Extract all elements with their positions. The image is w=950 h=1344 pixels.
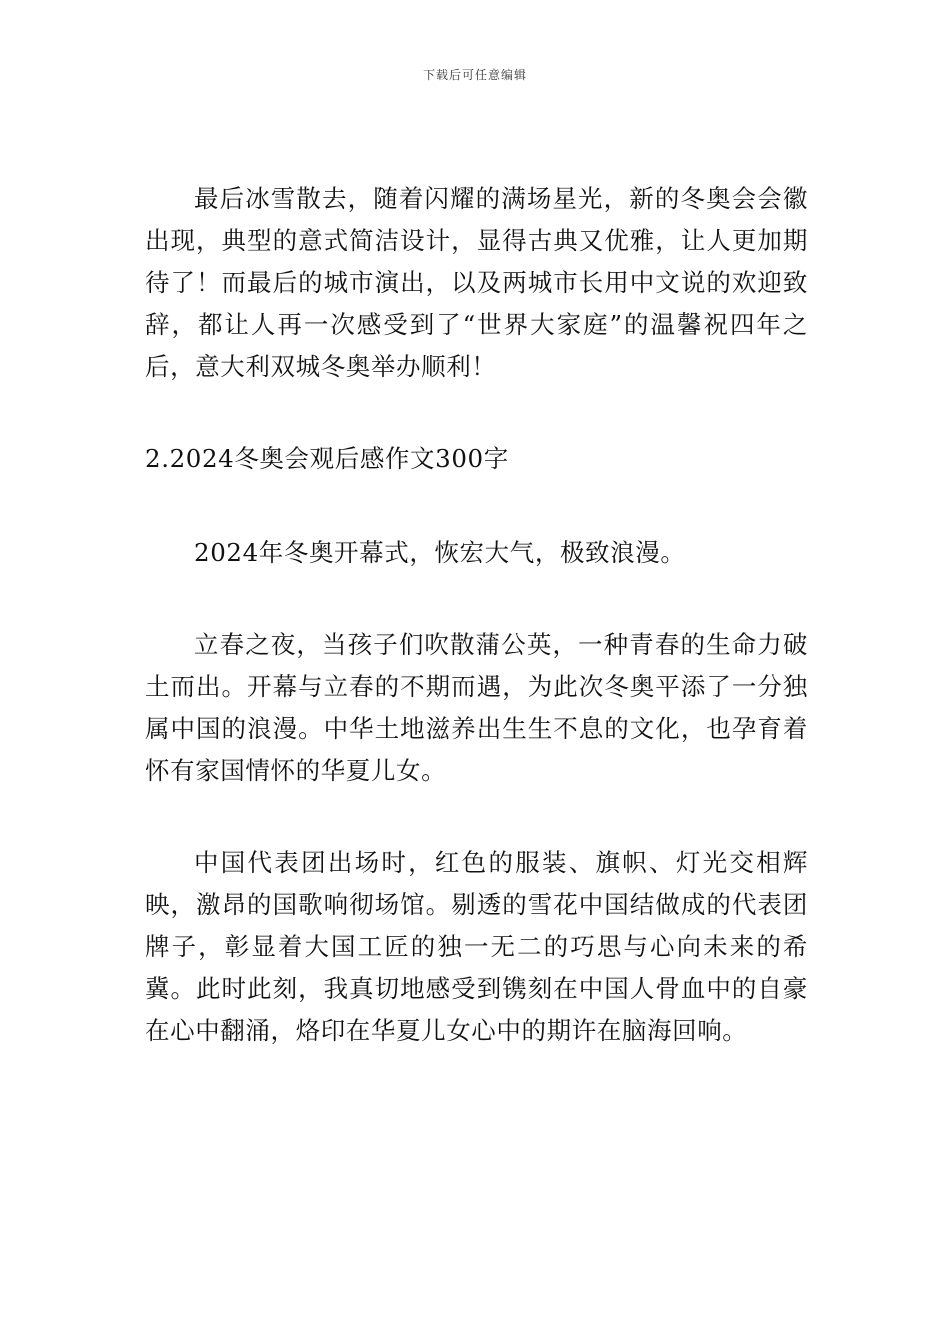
section-heading: 2.2024冬奥会观后感作文300字 — [145, 444, 509, 473]
spacer — [145, 480, 808, 532]
paragraph-chinese-delegation: 中国代表团出场时，红色的服装、旗帜、灯光交相辉映，激昂的国歌响彻场馆。剔透的雪花中国结做成的代表团牌子，彰显着大国工匠的独一无二的巧思与心向未来的希冀。此时此刻，我真切地感受到镌刻在中国人骨血中的自豪在心中翻涌，烙印在华夏儿女心中的期许在脑海回响。 — [145, 848, 808, 1045]
document-body — [145, 178, 808, 1052]
paragraph-spring-night: 立春之夜，当孩子们吹散蒲公英，一种青春的生命力破土而出。开幕与立春的不期而遇，为此次冬奥平添了一分独属中国的浪漫。中华土地滋养出生生不息的文化，也孕育着怀有家国情怀的华夏儿女。 — [145, 630, 808, 785]
spacer — [145, 388, 808, 438]
spacer — [145, 792, 808, 842]
paragraph-closing-ceremony: 最后冰雪散去，随着闪耀的满场星光，新的冬奥会会徽出现，典型的意式简洁设计，显得古典又优雅，让人更加期待了！而最后的城市演出，以及两城市长用中文说的欢迎致辞，都让人再一次感受到了“世界大家庭”的温馨祝四年之后，意大利双城冬奥举办顺利！ — [145, 184, 808, 381]
page-header: 下载后可任意编辑 — [422, 68, 527, 82]
paragraph-opening-ceremony: 2024年冬奥开幕式，恢宏大气，极致浪漫。 — [194, 538, 686, 567]
spacer — [145, 574, 808, 624]
